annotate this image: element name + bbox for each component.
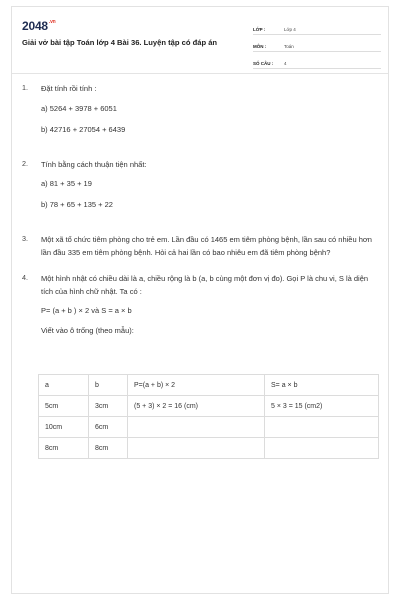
logo-text: 2048 bbox=[22, 19, 48, 33]
meta-label: MÔN : bbox=[253, 44, 267, 49]
table-row bbox=[39, 417, 379, 438]
worksheet-header bbox=[12, 7, 388, 73]
table-cell: (5 + 3) × 2 = 16 (cm) bbox=[128, 396, 265, 417]
table-header-cell: a bbox=[39, 375, 89, 396]
table-cell: 8cm bbox=[89, 438, 128, 459]
table-cell: 5cm bbox=[39, 396, 89, 417]
question-item: a) 5264 + 3978 + 6051 bbox=[41, 103, 117, 113]
table-cell: 5 × 3 = 15 (cm2) bbox=[265, 396, 379, 417]
question-item: b) 42716 + 27054 + 6439 bbox=[41, 124, 126, 134]
document-title: Giải vở bài tập Toán lớp 4 Bài 36. Luyện tập có đáp án bbox=[22, 38, 218, 47]
table-row bbox=[39, 438, 379, 459]
table-header-cell: b bbox=[89, 375, 128, 396]
worksheet-page bbox=[11, 6, 389, 594]
table-cell bbox=[128, 438, 265, 459]
table-cell: 10cm bbox=[39, 417, 89, 438]
question-prompt: Tính bằng cách thuận tiện nhất: bbox=[41, 159, 147, 169]
header-divider bbox=[12, 73, 388, 74]
table-header-row bbox=[39, 375, 379, 396]
question-prompt: Một xã tổ chức tiêm phòng cho trẻ em. Lần đầu có 1465 em tiêm phòng bệnh, lần sau có nhiều hơn lần đầu 335 em tiêm phòng bệnh. Hỏi cả hai lần có bao nhiêu em đã tiêm phòng bệnh? bbox=[41, 235, 372, 257]
table-header-cell: P=(a + b) × 2 bbox=[128, 375, 265, 396]
site-logo[interactable] bbox=[22, 19, 56, 33]
table-header-cell: S= a × b bbox=[265, 375, 379, 396]
question-number: 2. bbox=[22, 158, 28, 168]
question-2 bbox=[22, 159, 378, 221]
meta-row-subject bbox=[253, 36, 381, 52]
table-cell bbox=[128, 417, 265, 438]
question-item: b) 78 + 65 + 135 + 22 bbox=[41, 200, 113, 209]
meta-row-class bbox=[253, 19, 381, 35]
table-cell bbox=[265, 417, 379, 438]
question-number: 3. bbox=[22, 234, 28, 243]
logo-suffix: .vn bbox=[48, 19, 56, 25]
meta-value: 4 bbox=[284, 61, 287, 66]
question-3 bbox=[22, 234, 378, 259]
answer-table bbox=[38, 374, 379, 459]
questions-area bbox=[22, 83, 378, 337]
table-cell: 8cm bbox=[39, 438, 89, 459]
question-number: 4. bbox=[22, 273, 28, 282]
question-prompt: Một hình nhật có chiều dài là a, chiều rộng là b (a, b cùng một đơn vị đo). Gọi P là chu vi, S là diện tích của hình chữ nhật. Ta có : bbox=[41, 274, 369, 296]
question-prompt: Đặt tính rồi tính : bbox=[41, 84, 97, 93]
question-number: 1. bbox=[22, 83, 28, 92]
meta-info bbox=[253, 19, 381, 70]
meta-label: LỚP : bbox=[253, 27, 266, 32]
table-cell: 3cm bbox=[89, 396, 128, 417]
question-1 bbox=[22, 83, 378, 145]
meta-label: SỐ CÂU : bbox=[253, 61, 274, 66]
meta-value: Lớp 4 bbox=[284, 27, 296, 32]
meta-value: Toán bbox=[284, 44, 294, 49]
instruction-text: Viết vào ô trống (theo mẫu): bbox=[41, 326, 134, 335]
question-4 bbox=[22, 273, 378, 337]
table-cell bbox=[265, 438, 379, 459]
meta-row-count bbox=[253, 53, 381, 69]
formula-text: P= (a + b ) × 2 và S = a × b bbox=[41, 306, 132, 315]
table-row bbox=[39, 396, 379, 417]
question-item: a) 81 + 35 + 19 bbox=[41, 179, 92, 188]
table-cell: 6cm bbox=[89, 417, 128, 438]
